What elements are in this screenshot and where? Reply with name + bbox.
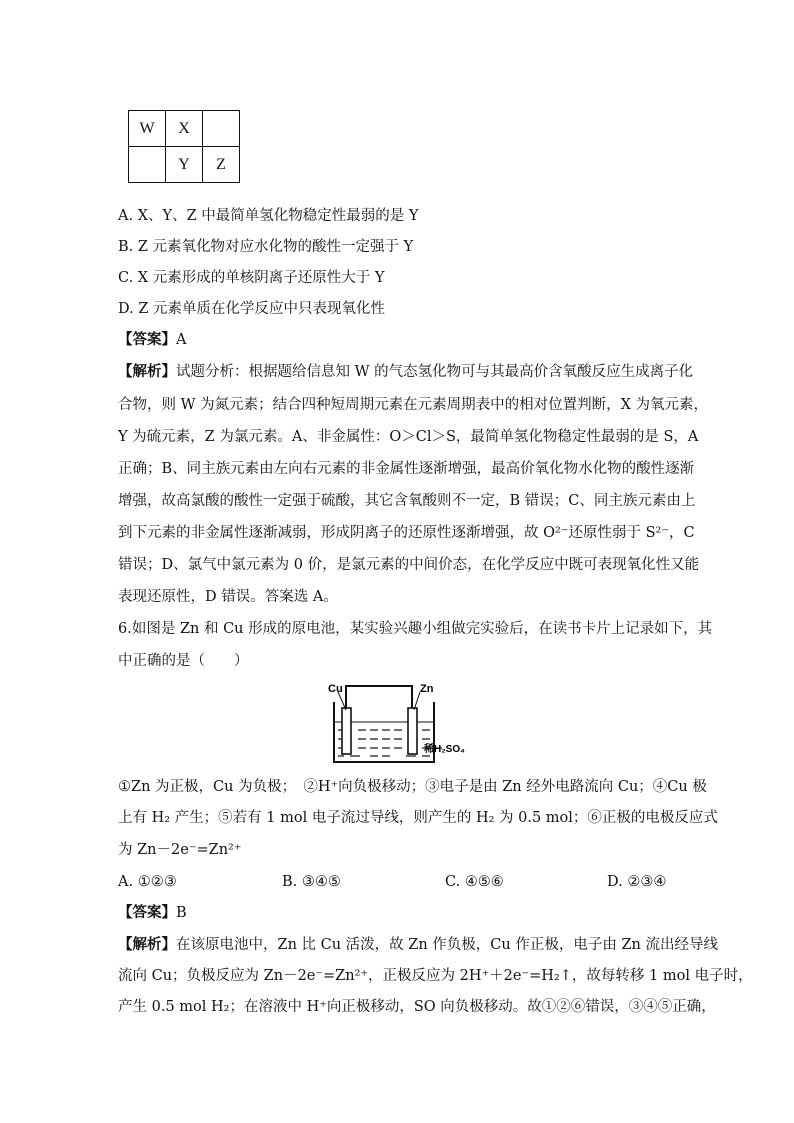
table-cell: [129, 147, 166, 183]
q5-analysis-line: 表现还原性，D 错误。答案选 A。: [118, 589, 338, 605]
q5-analysis-line: 错误；D、氯气中氯元素为 0 价，是氯元素的中间价态，在化学反应中既可表现氧化性又能: [118, 557, 700, 573]
q6-option-b: B. ③④⑤: [282, 874, 341, 890]
element-position-table: [128, 110, 240, 183]
q5-option-b: B. Z 元素氧化物对应水化物的酸性一定强于 Y: [118, 239, 414, 255]
answer-tag: 【答案】: [118, 904, 176, 921]
answer-value: A: [176, 332, 187, 348]
q6-record-line: 为 Zn－2e⁻=Zn²⁺: [118, 842, 242, 858]
galvanic-cell-figure: [320, 676, 470, 768]
q6-record-line: 上有 H₂ 产生；⑤若有 1 mol 电子流过导线，则产生的 H₂ 为 0.5 mol；⑥正极的电极反应式: [118, 810, 718, 826]
table-cell: W: [129, 111, 166, 147]
q6-analysis-line: [118, 935, 718, 955]
analysis-tag: 【解析】: [118, 363, 176, 380]
q6-stem-line: 6.如图是 Zn 和 Cu 形成的原电池，某实验兴趣小组做完实验后，在读书卡片上记录如下，其: [118, 621, 713, 637]
table-row: [129, 147, 240, 183]
q5-analysis-line: [118, 362, 693, 382]
table-cell: Z: [203, 147, 240, 183]
q6-stem-line: 中正确的是（ ）: [118, 653, 249, 669]
q6-analysis-line: 产生 0.5 mol H₂；在溶液中 H⁺向正极移动，SO 向负极移动。故①②⑥错误，③④⑤正确，: [118, 999, 716, 1015]
q5-answer: [118, 330, 186, 350]
q5-analysis-line: Y 为硫元素，Z 为氯元素。A、非金属性：O＞Cl＞S，最简单氢化物稳定性最弱的是 S，A: [118, 429, 699, 445]
analysis-text: 试题分析：根据题给信息知 W 的气态氢化物可与其最高价含氧酸反应生成离子化: [176, 364, 694, 380]
q5-option-c: C. X 元素形成的单核阴离子还原性大于 Y: [118, 270, 385, 286]
label-cu: Cu: [328, 683, 343, 695]
analysis-tag: 【解析】: [118, 936, 176, 953]
label-zn: Zn: [420, 683, 434, 695]
table-cell: [203, 111, 240, 147]
analysis-text: 在该原电池中，Zn 比 Cu 活泼，故 Zn 作负极，Cu 作正极，电子由 Zn 流出经导线: [176, 937, 718, 953]
q5-analysis-line: 正确；B、同主族元素由左向右元素的非金属性逐渐增强，最高价氧化物水化物的酸性逐渐: [118, 461, 695, 477]
label-acid: 稀H₂SO₄: [424, 744, 465, 755]
table-cell: Y: [166, 147, 203, 183]
q6-option-a: A. ①②③: [118, 874, 177, 890]
q5-analysis-line: 合物，则 W 为氮元素；结合四种短周期元素在元素周期表中的相对位置判断，X 为氧元素，: [118, 397, 709, 413]
table-cell: X: [166, 111, 203, 147]
answer-tag: 【答案】: [118, 331, 176, 348]
q6-analysis-line: 流向 Cu；负极反应为 Zn－2e⁻=Zn²⁺，正极反应为 2H⁺＋2e⁻=H₂↑，故每转移 1 mol 电子时，: [118, 968, 753, 984]
table-row: [129, 111, 240, 147]
q6-option-c: C. ④⑤⑥: [445, 874, 504, 890]
q6-record-line: ①Zn 为正极，Cu 为负极； ②H⁺向负极移动；③电子是由 Zn 经外电路流向 Cu；④Cu 极: [118, 779, 707, 795]
q6-option-d: D. ②③④: [607, 874, 667, 890]
answer-value: B: [176, 905, 187, 921]
q5-option-a: A. X、Y、Z 中最简单氢化物稳定性最弱的是 Y: [118, 208, 419, 224]
q5-analysis-line: 增强，故高氯酸的酸性一定强于硫酸，其它含氧酸则不一定，B 错误；C、同主族元素由上: [118, 493, 696, 509]
q5-option-d: D. Z 元素单质在化学反应中只表现氧化性: [118, 301, 386, 317]
q6-answer: [118, 903, 187, 923]
q5-analysis-line: 到下元素的非金属性逐渐减弱，形成阴离子的还原性逐渐增强，故 O²⁻还原性弱于 S²⁻，C: [118, 525, 695, 541]
